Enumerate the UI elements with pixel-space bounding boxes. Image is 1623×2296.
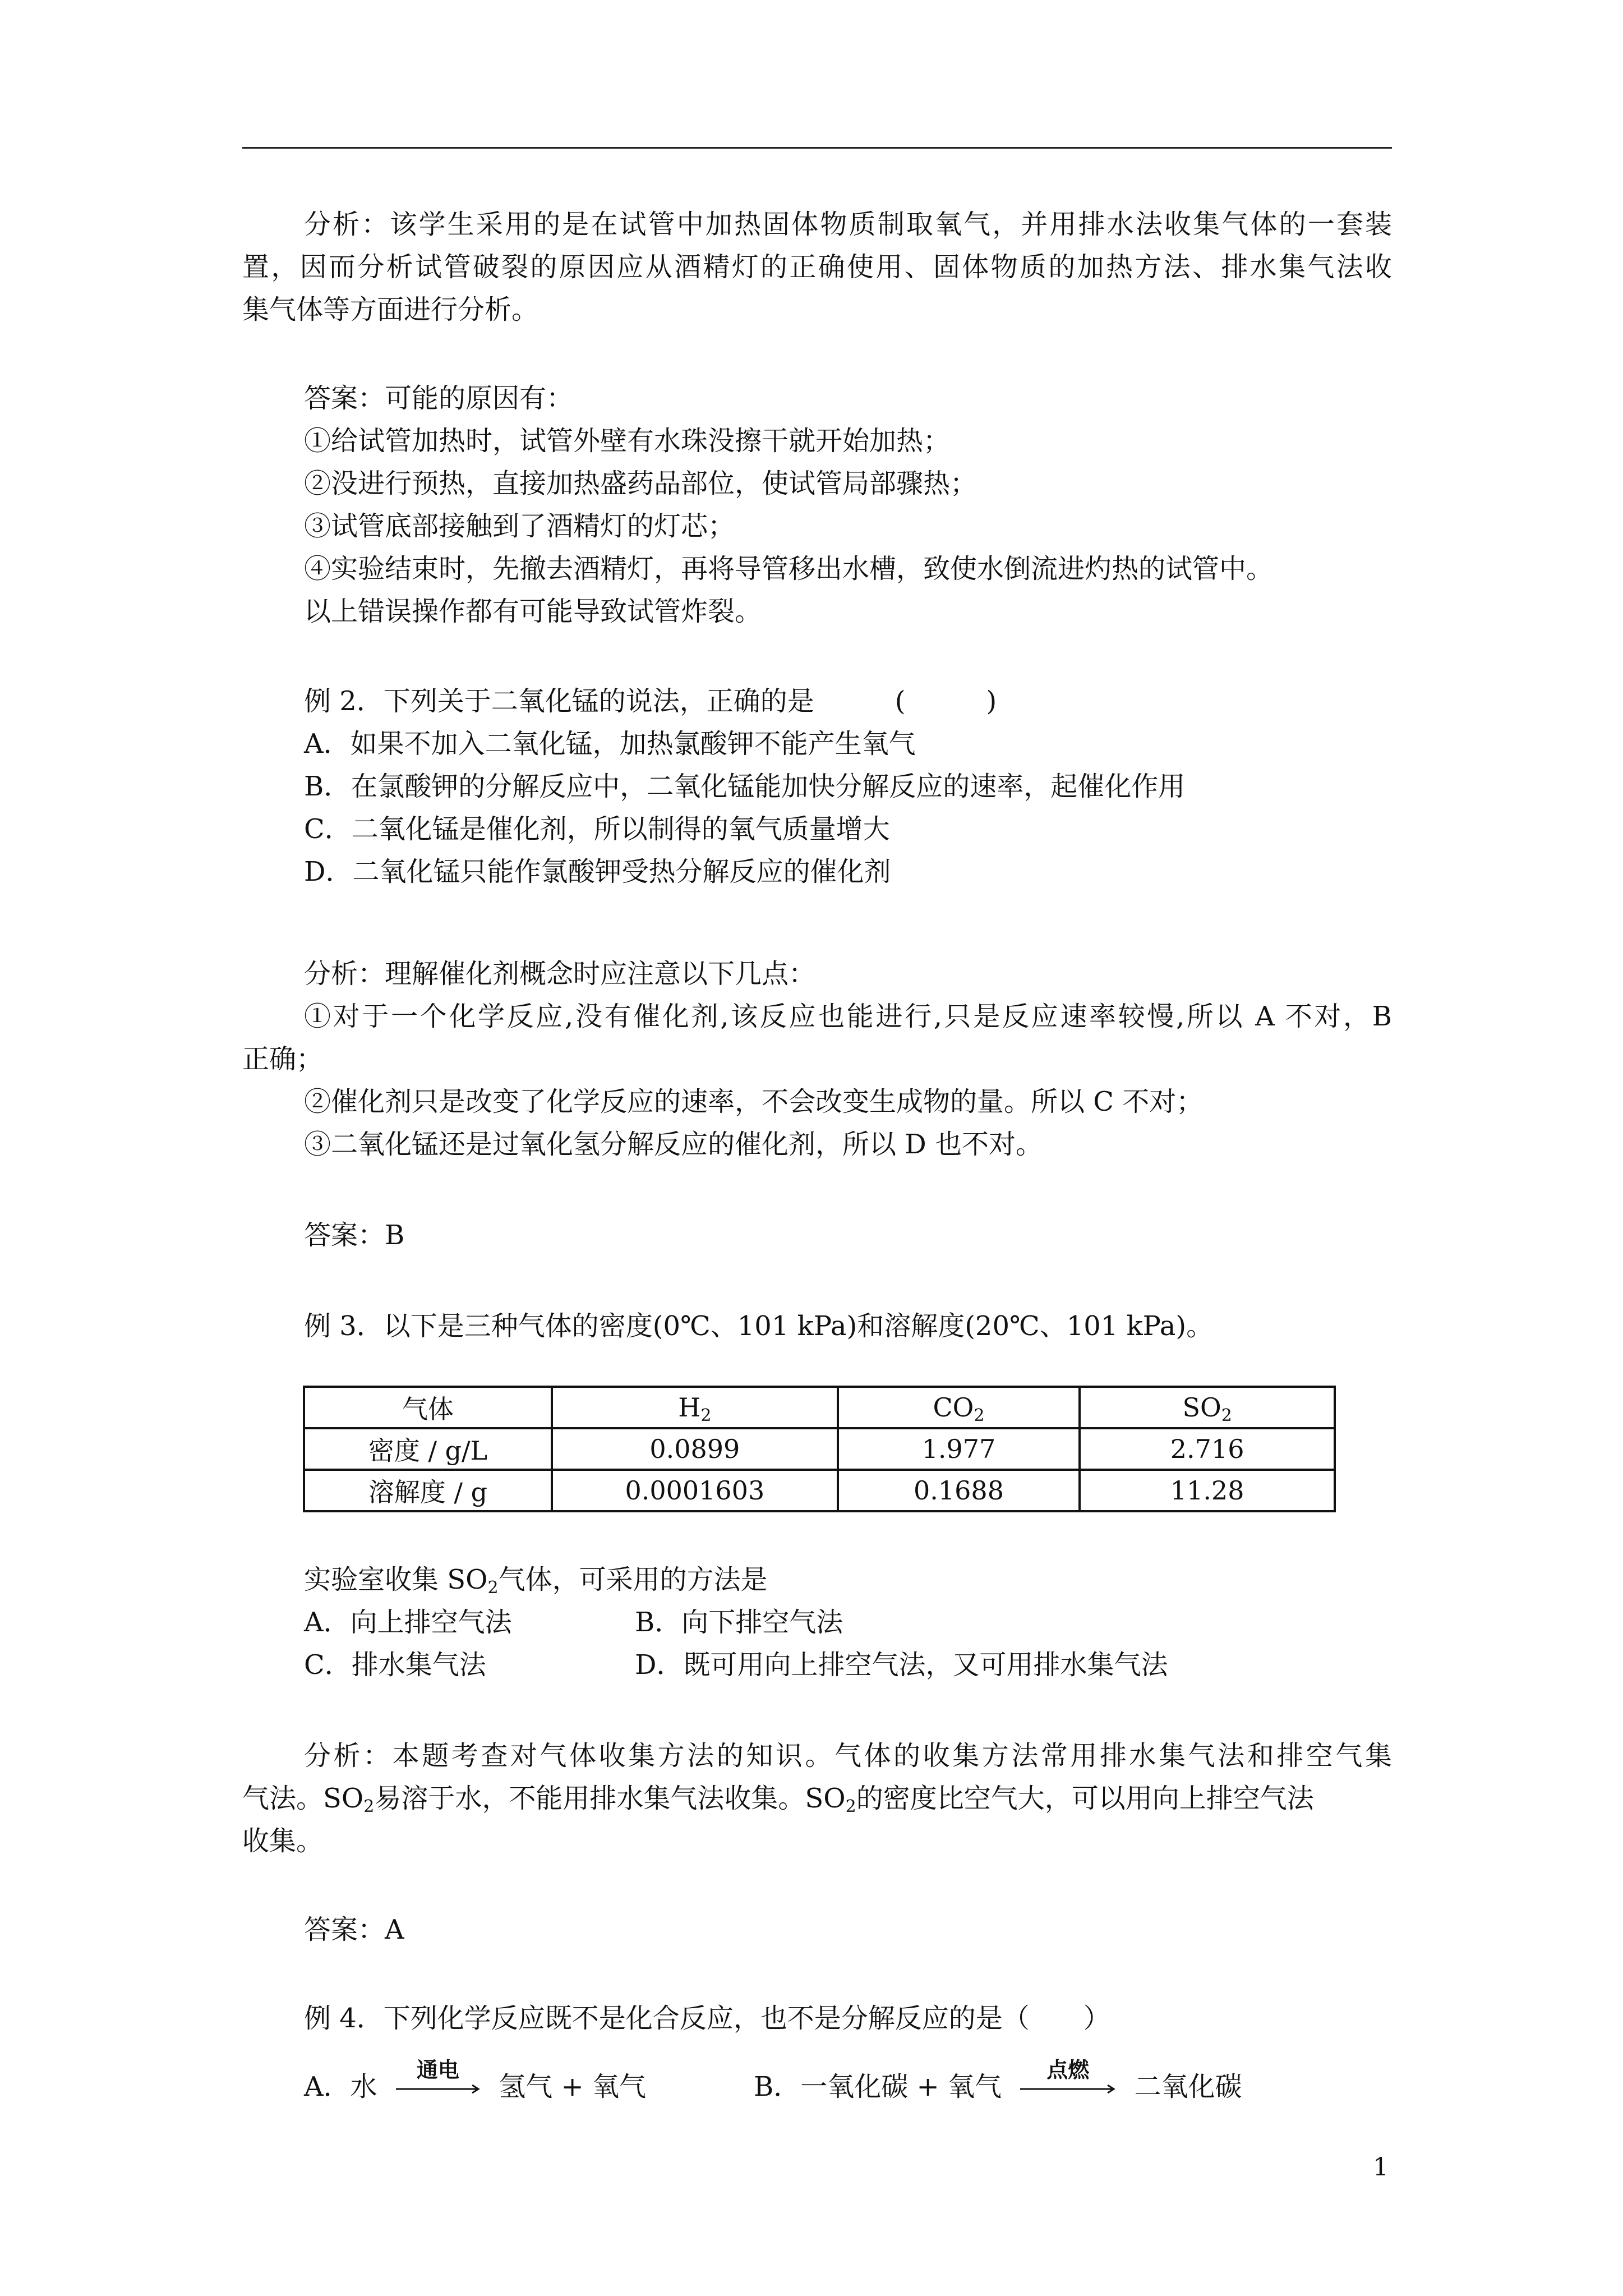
example-2-analysis-3: ③二氧化锰还是过氧化氢分解反应的催化剂，所以 D 也不对。 <box>304 1129 1043 1160</box>
table-cell: $CO_2$ <box>838 1387 1080 1428</box>
reaction-arrow-icon <box>396 2057 480 2106</box>
example-3-analysis-line-3: 收集。 <box>242 1825 324 1857</box>
answer-1-intro: 答案：可能的原因有： <box>304 383 574 414</box>
example-2-question: 例 2．下列关于二氧化锰的说法，正确的是 ( ) <box>304 685 997 717</box>
example-3-analysis-line-2: 气法。$SO_2$易溶于水，不能用排水集气法收集。$SO_2$的密度比空气大，可以用向上排空气法 <box>242 1783 1314 1816</box>
table-cell: $SO_2$ <box>1080 1387 1335 1428</box>
example-3-question: 例 3．以下是三种气体的密度(0℃、101 kPa)和溶解度(20℃、101 kPa)。 <box>304 1310 1214 1342</box>
example-3-prompt: 实验室收集 $SO_2$气体，可采用的方法是 <box>304 1564 768 1598</box>
answer-1-item-3: ③试管底部接触到了酒精灯的灯芯； <box>304 510 735 542</box>
example-2-answer: 答案：B <box>304 1220 405 1251</box>
example-2-option-a: A．如果不加入二氧化锰，加热氯酸钾不能产生氧气 <box>304 728 916 760</box>
example-4-option-a: A．水 通电 氢气 + 氧气 <box>304 2070 646 2106</box>
example-2-analysis-2: ②催化剂只是改变了化学反应的速率，不会改变生成物的量。所以 C 不对； <box>304 1086 1204 1117</box>
table-cell: 密度 / g/L <box>304 1428 552 1470</box>
table-cell: $H_2$ <box>552 1387 838 1428</box>
example-2-option-d: D．二氧化锰只能作氯酸钾受热分解反应的催化剂 <box>304 856 891 887</box>
table-cell: 0.1688 <box>838 1470 1080 1511</box>
example-2-option-b: B．在氯酸钾的分解反应中，二氧化锰能加快分解反应的速率，起催化作用 <box>304 771 1186 802</box>
example-4-option-b: B．一氧化碳 + 氧气 点燃 二氧化碳 <box>754 2070 1242 2106</box>
table-row <box>304 1470 1335 1511</box>
reaction-condition: 点燃 <box>1046 2057 1090 2082</box>
page-number: 1 <box>1373 2153 1389 2182</box>
table-cell: 0.0001603 <box>552 1470 838 1511</box>
example-3-option-a: A．向上排空气法 <box>304 1607 512 1638</box>
analysis-1-line-3: 集气体等方面进行分析。 <box>242 294 539 325</box>
answer-1-item-4: ④实验结束时，先撤去酒精灯，再将导管移出水槽，致使水倒流进灼热的试管中。 <box>304 553 1274 585</box>
example-2-analysis-1b: 正确； <box>242 1043 324 1075</box>
analysis-1-line-2: 置，因而分析试管破裂的原因应从酒精灯的正确使用、固体物质的加热方法、排水集气法收 <box>242 251 1392 283</box>
example-3-option-d: D．既可用向上排空气法，又可用排水集气法 <box>635 1649 1168 1681</box>
example-4-question: 例 4．下列化学反应既不是化合反应，也不是分解反应的是（ ） <box>304 2003 1110 2034</box>
example-3-option-c: C．排水集气法 <box>304 1649 486 1681</box>
table-cell: 11.28 <box>1080 1470 1335 1511</box>
reaction-condition: 通电 <box>416 2057 459 2082</box>
table-row <box>304 1428 1335 1470</box>
table-cell: 1.977 <box>838 1428 1080 1470</box>
table-cell: 溶解度 / g <box>304 1470 552 1511</box>
example-2-option-c: C．二氧化锰是催化剂，所以制得的氧气质量增大 <box>304 813 890 845</box>
example-3-analysis-line-1: 分析：本题考查对气体收集方法的知识。气体的收集方法常用排水集气法和排空气集 <box>304 1740 1392 1772</box>
example-2-analysis-intro: 分析：理解催化剂概念时应注意以下几点： <box>304 958 816 990</box>
table-cell: 气体 <box>304 1387 552 1428</box>
analysis-1-line-1: 分析：该学生采用的是在试管中加热固体物质制取氧气，并用排水法收集气体的一套装 <box>304 209 1392 240</box>
example-3-options-row-1 <box>304 1605 512 1639</box>
answer-1-item-2: ②没进行预热，直接加热盛药品部位，使试管局部骤热； <box>304 468 978 499</box>
example-3-option-b: B．向下排空气法 <box>635 1607 843 1638</box>
header-rule <box>242 147 1392 149</box>
answer-1-item-1: ①给试管加热时，试管外壁有水珠没擦干就开始加热； <box>304 425 951 457</box>
gas-properties-table <box>303 1386 1336 1512</box>
table-cell: 0.0899 <box>552 1428 838 1470</box>
table-header-row <box>304 1387 1335 1428</box>
example-3-answer: 答案：A <box>304 1914 404 1945</box>
reaction-arrow-icon <box>1020 2057 1115 2106</box>
answer-1-conclusion: 以上错误操作都有可能导致试管炸裂。 <box>304 596 762 627</box>
table-cell: 2.716 <box>1080 1428 1335 1470</box>
example-2-analysis-1a: ①对于一个化学反应,没有催化剂,该反应也能进行,只是反应速率较慢,所以 A 不对，B <box>304 1001 1392 1032</box>
